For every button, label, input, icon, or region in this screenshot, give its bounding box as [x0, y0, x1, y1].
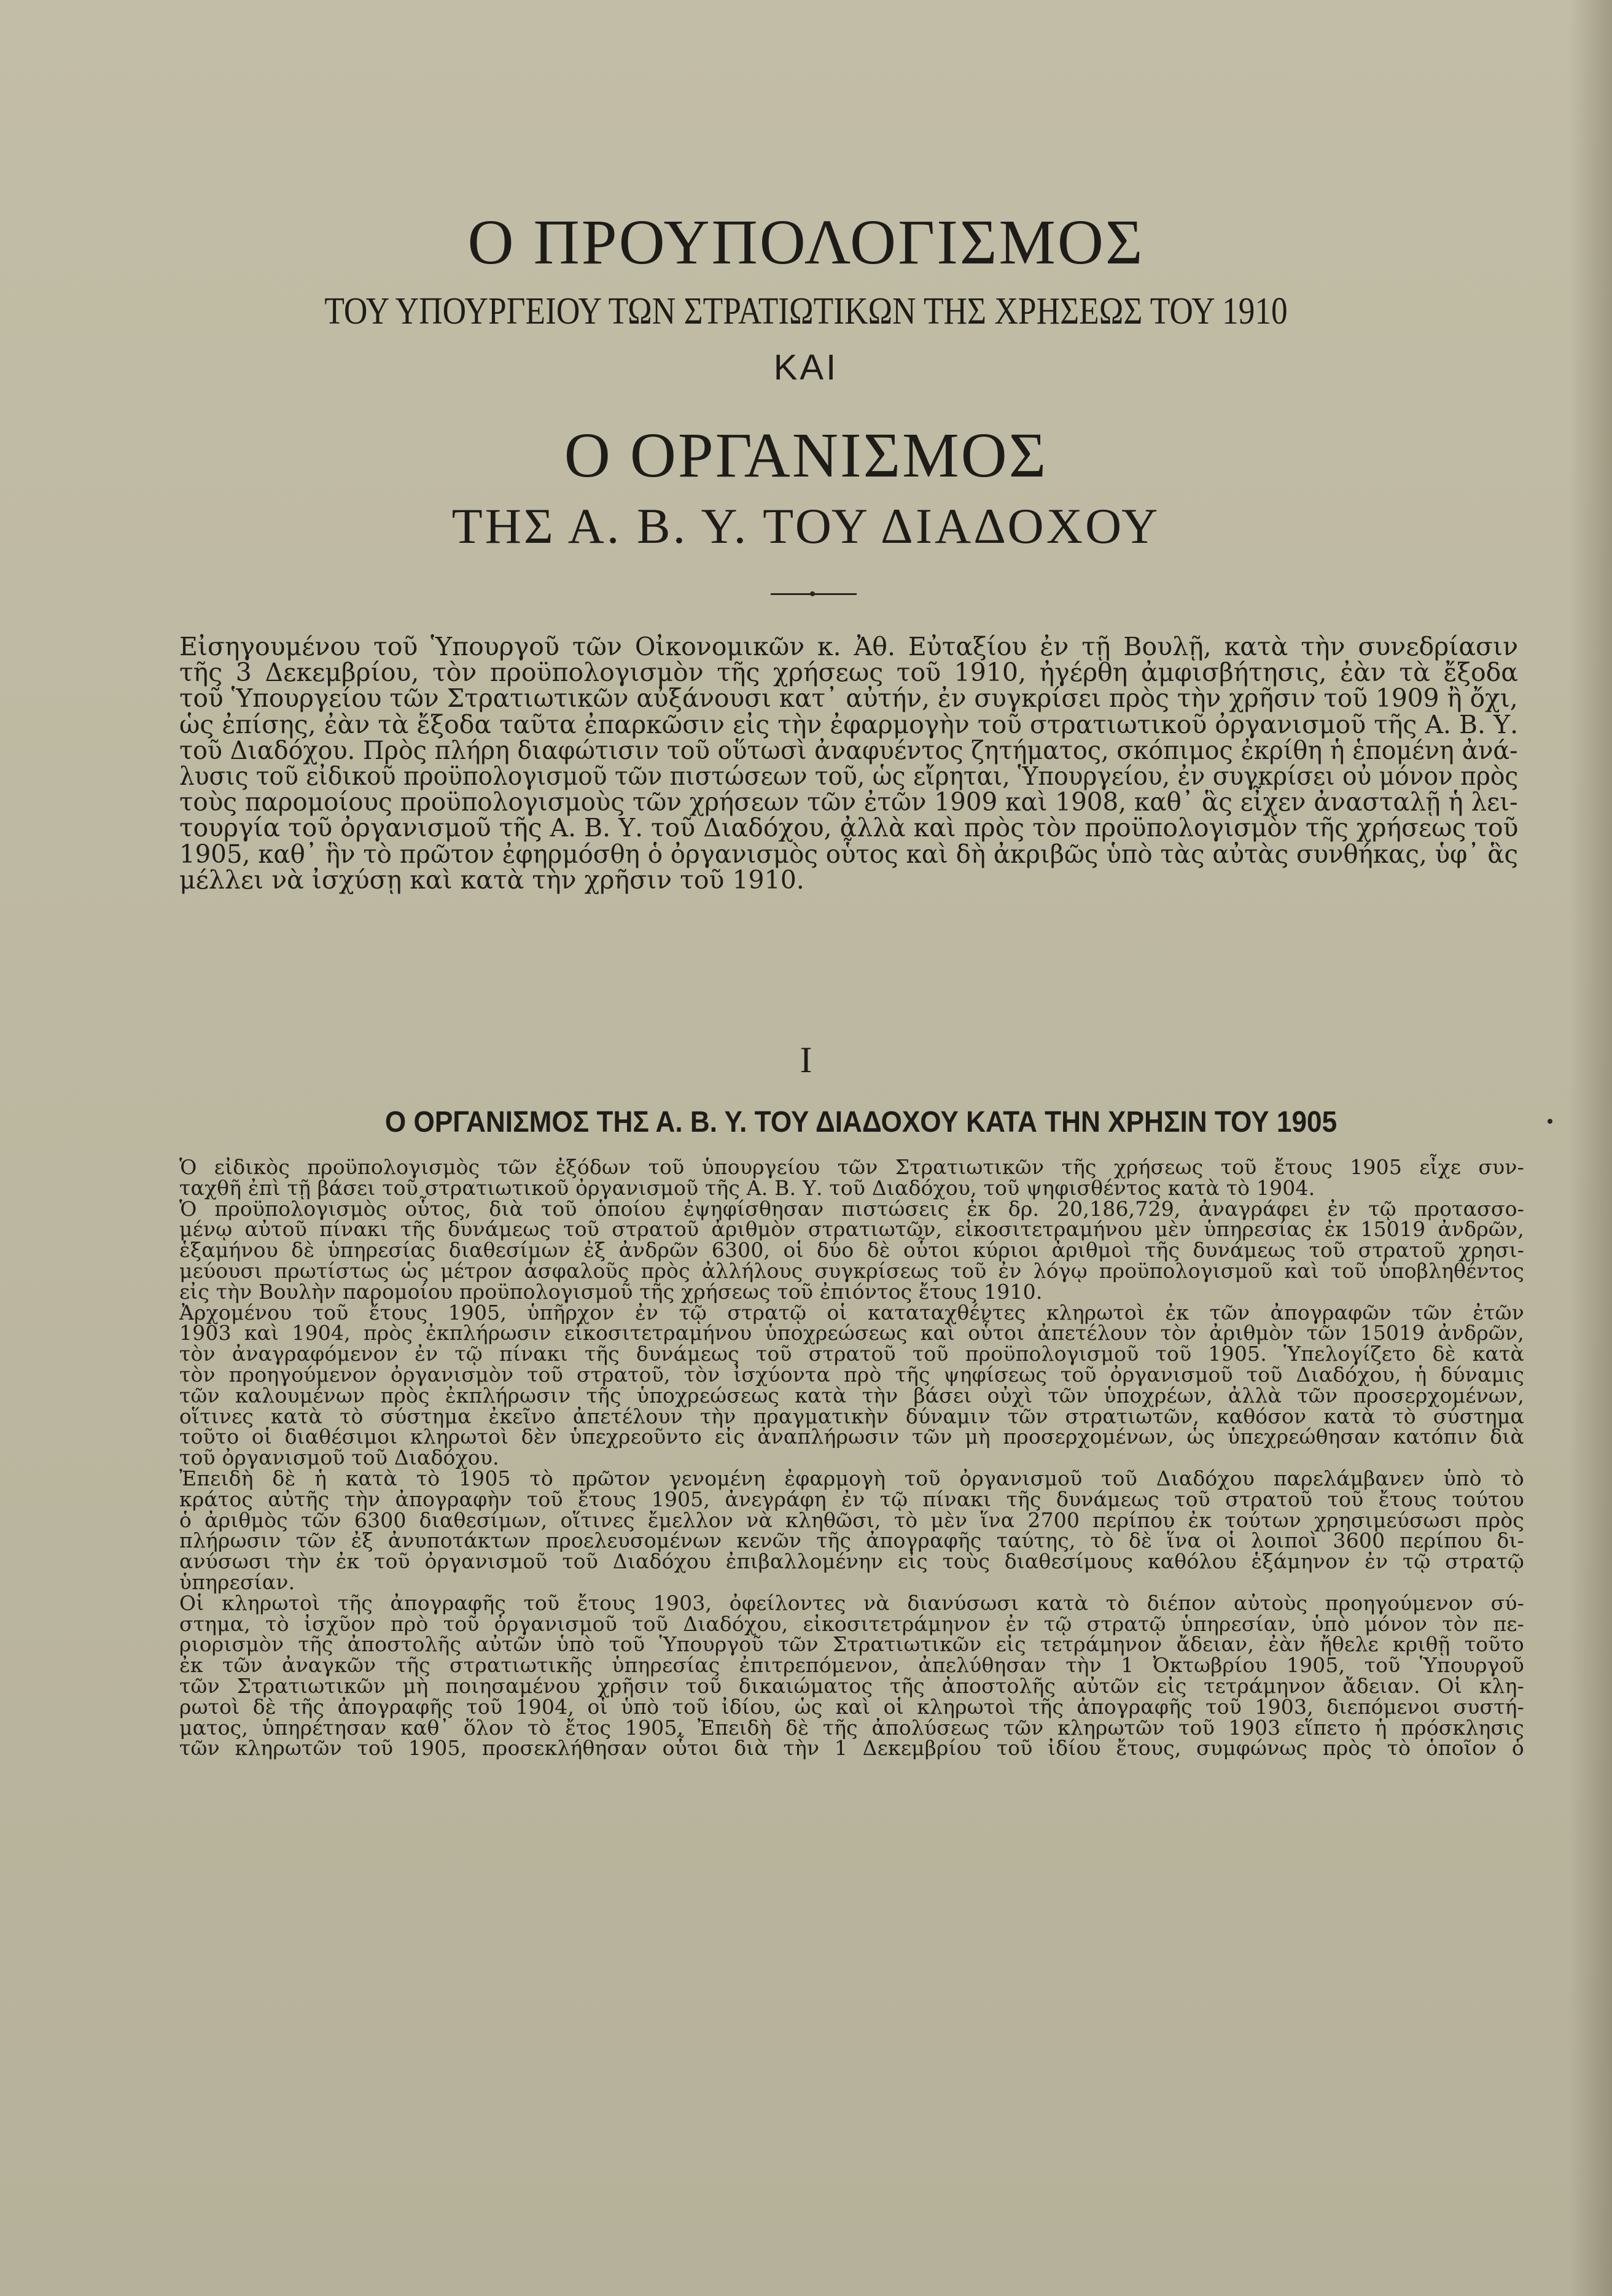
body-line: ρωτοὶ δὲ τῆς ἀπογραφῆς τοῦ 1904, οἱ ὑπὸ τοῦ ἰδίου, ὡς καὶ οἱ κληρωτοὶ τῆς ἀπογραφῆς τοῦ 1903, διεπόμενοι συστή- — [179, 1694, 1524, 1719]
intro-line: μέλλει νὰ ἰσχύσῃ καὶ κατὰ τὴν χρῆσιν τοῦ 1910. — [179, 865, 804, 895]
body-line: μεύουσι πρωτίστως ὡς μέτρον ἀσφαλοῦς πρὸς ἀλλήλους συγκρίσεως τοῦ ἐν λόγῳ προϋπολογισμοῦ καὶ τοῦ ὑποβληθέντος — [179, 1258, 1524, 1283]
body-line: τοῦ ὀργανισμοῦ τοῦ Διαδόχου. — [179, 1446, 499, 1470]
body-line: τοῦτο οἱ διαθέσιμοι κληρωτοὶ δὲν ὑπεχρεοῦντο εἰς ἀναπλήρωσιν τῶν μὴ προσερχομένων, ὡς ὑπεχρεώθησαν κατόπιν διὰ — [179, 1425, 1524, 1449]
body-line: ὑπηρεσίαν. — [179, 1570, 295, 1594]
body-line: ἑξαμήνου δὲ ὑπηρεσίας διαθεσίμων ἐξ ἀνδρῶν 6300, οἱ δύο δὲ οὗτοι κύριοι ἀριθμοὶ τῆς δυνάμεως τοῦ στρατοῦ χρησι- — [179, 1238, 1524, 1263]
margin-dot — [1548, 1119, 1552, 1124]
body-line: κράτος αὐτῆς τὴν ἀπογραφὴν τοῦ ἔτους 1905, ἀνεγράφη ἐν τῷ πίνακι τῆς δυνάμεως τοῦ στρατοῦ τοῦ ἔτους τούτου — [179, 1487, 1524, 1511]
intro-paragraph — [179, 634, 1518, 893]
ornamental-divider — [771, 593, 857, 595]
title-line-2: ΤΟΥ ΥΠΟΥΡΓΕΙΟΥ ΤΩΝ ΣΤΡΑΤΙΩΤΙΚΩΝ ΤΗΣ ΧΡΗΣΕΩΣ ΤΟΥ 1910 — [324, 290, 1288, 332]
body-line: μένῳ αὐτοῦ πίνακι τῆς δυνάμεως τοῦ στρατοῦ ἀριθμὸν στρατιωτῶν, εἰκοσιτετραμήνου μὲν ὑπηρεσίας ἐκ 15019 ἀνδρῶν, — [179, 1217, 1524, 1242]
intro-line: τοὺς παρομοίους προϋπολογισμοὺς τῶν χρήσεων τῶν ἐτῶν 1909 καὶ 1908, καθ᾽ ἃς εἶχεν ἀνασταλῇ ἡ λει- — [179, 787, 1518, 817]
body-line: οἵτινες κατὰ τὸ σύστημα ἐκεῖνο ἀπετέλουν τὴν πραγματικὴν δύναμιν τῶν στρατιωτῶν, καθόσον κατὰ τὸ σύστημα — [179, 1404, 1524, 1428]
title-line-4: Ο ΟΡΓΑΝΙΣΜΟΣ — [564, 420, 1048, 491]
body-line: ἐκ τῶν ἀναγκῶν τῆς στρατιωτικῆς ὑπηρεσίας ἐπιτρεπόμενον, ἀπελύθησαν τὴν 1 Ὀκτωβρίου 1905, τοῦ Ὑπουργοῦ — [179, 1653, 1524, 1678]
body-line: Ἐπειδὴ δὲ ἡ κατὰ τὸ 1905 τὸ πρῶτον γενομένη ἐφαρμογὴ τοῦ ὀργανισμοῦ τοῦ Διαδόχου παρελάμβανεν ὑπὸ τὸ — [179, 1466, 1524, 1490]
intro-line: λυσις τοῦ εἰδικοῦ προϋπολογισμοῦ τῶν πιστώσεων τοῦ, ὡς εἴρηται, Ὑπουργείου, ἐν συγκρίσει οὐ μόνον πρὸς — [179, 761, 1519, 791]
body-line: Ὁ προϋπολογισμὸς οὗτος, διὰ τοῦ ὁποίου ἐψηφίσθησαν πιστώσεις ἐκ δρ. 20,186,729, ἀναγράφει ἐν τῷ προτασσο- — [179, 1196, 1524, 1221]
body-line: στημα, τὸ ἰσχῦον πρὸ τοῦ ὀργανισμοῦ τοῦ Διαδόχου, εἰκοσιτετράμηνον ἐν τῷ στρατῷ ὑπηρεσίαν, ὑπὸ μόνον τὸν πε- — [179, 1611, 1524, 1636]
body-line: πλήρωσιν τῶν ἐξ ἀνυποτάκτων προελευσομένων κενῶν τῆς ἀπογραφῆς ταύτης, τὸ δὲ ἵνα οἱ λοιποὶ 3600 περίπου δι- — [179, 1528, 1524, 1553]
title-line-3: ΚΑΙ — [773, 348, 839, 387]
intro-line: ὡς ἐπίσης, ἐὰν τὰ ἔξοδα ταῦτα ἐπαρκῶσιν εἰς τὴν ἐφαρμογὴν τοῦ στρατιωτικοῦ ὀργανισμοῦ τῆς Α. Β. Υ. — [179, 709, 1519, 739]
section-number: Ι — [800, 1040, 812, 1080]
section-heading: Ο ΟΡΓΑΝΙΣΜΟΣ ΤΗΣ Α. Β. Υ. ΤΟΥ ΔΙΑΔΟΧΟΥ ΚΑΤΑ ΤΗΝ ΧΡΗΣΙΝ ΤΟΥ 1905 — [384, 1106, 1337, 1138]
intro-line: Εἰσηγουμένου τοῦ Ὑπουργοῦ τῶν Οἰκονομικῶν κ. Ἀθ. Εὐταξίου ἐν τῇ Βουλῇ, κατὰ τὴν συνεδρίασιν — [179, 632, 1518, 661]
intro-line: τουργία τοῦ ὀργανισμοῦ τῆς Α. Β. Υ. τοῦ Διαδόχου, ἀλλὰ καὶ πρὸς τὸν προϋπολογισμὸν τῆς χρήσεως τοῦ — [179, 813, 1519, 843]
body-line: Ἀρχομένου τοῦ ἔτους 1905, ὑπῆρχον ἐν τῷ στρατῷ οἱ καταταχθέντες κληρωτοὶ ἐκ τῶν ἀπογραφῶν τῶν ἐτῶν — [179, 1300, 1524, 1325]
body-line: τὸν ἀναγραφόμενον ἐν τῷ πίνακι τῆς δυνάμεως τοῦ στρατοῦ τοῦ προϋπολογισμοῦ τοῦ 1905. Ὑπελογίζετο δὲ κατὰ — [179, 1342, 1524, 1366]
intro-line: 1905, καθ᾽ ἣν τὸ πρῶτον ἐφηρμόσθη ὁ ὀργανισμὸς οὗτος καὶ δὴ ἀκριβῶς ὑπὸ τὰς αὐτὰς συνθήκας, ὑφ᾽ ἃς — [179, 839, 1519, 869]
body-line: ριορισμὸν τῆς ἀποστολῆς αὐτῶν ὑπὸ τοῦ Ὑπουργοῦ τῶν Στρατιωτικῶν εἰς τετράμηνον ἄδειαν, ἐὰν ἤθελε κριθῇ τοῦτο — [179, 1632, 1524, 1657]
body-line: τῶν καλουμένων πρὸς ἐκπλήρωσιν τῆς ὑποχρεώσεως κατὰ τὴν βάσει οὐχὶ τῶν ὑποχρέων, ἀλλὰ τῶν προσερχομένων, — [179, 1383, 1524, 1407]
body-line: τῶν κληρωτῶν τοῦ 1905, προσεκλήθησαν οὗτοι διὰ τὴν 1 Δεκεμβρίου τοῦ ἰδίου ἔτους, συμφώνως πρὸς τὸ ὁποῖον ὁ — [179, 1736, 1524, 1761]
body-line: ταχθῆ ἐπὶ τῇ βάσει τοῦ στρατιωτικοῦ ὀργανισμοῦ τῆς Α. Β. Υ. τοῦ Διαδόχου, τοῦ ψηφισθέντος κατὰ τὸ 1904. — [179, 1175, 1315, 1200]
body-line: ὁ ἀριθμὸς τῶν 6300 διαθεσίμων, οἵτινες ἔμελλον νὰ κληθῶσι, τὸ μὲν ἵνα 2700 περίπου ἐκ τούτων χρησιμεύσωσι πρὸς — [179, 1508, 1524, 1532]
body-line: ματος, ὑπηρέτησαν καθ᾽ ὅλον τὸ ἔτος 1905. Ἐπειδὴ δὲ τῆς ἀπολύσεως τῶν κληρωτῶν τοῦ 1903 εἵπετο ἡ πρόσκλησις — [179, 1715, 1524, 1740]
body-line: Οἱ κληρωτοὶ τῆς ἀπογραφῆς τοῦ ἔτους 1903, ὀφείλοντες νὰ διανύσωσι κατὰ τὸ διέπον αὐτοὺς προηγούμενον σύ- — [179, 1590, 1524, 1615]
title-line-5: ΤΗΣ Α. Β. Υ. ΤΟΥ ΔΙΑΔΟΧΟΥ — [451, 498, 1161, 554]
section-body — [179, 1157, 1524, 1759]
body-line: ανύσωσι τὴν ἐκ τοῦ ὀργανισμοῦ τοῦ Διαδόχου ἐπιβαλλομένην εἰς τοὺς διαθεσίμους καθόλου ἑξάμηνον ἐν τῷ στρατῷ — [179, 1549, 1524, 1574]
body-line: εἰς τὴν Βουλὴν παρομοίου προϋπολογισμοῦ τῆς χρήσεως τοῦ ἐπιόντος ἔτους 1910. — [179, 1279, 1043, 1304]
body-line: Ὁ εἰδικὸς προϋπολογισμὸς τῶν ἐξόδων τοῦ ὑπουργείου τῶν Στρατιωτικῶν τῆς χρήσεως τοῦ ἔτους 1905 εἶχε συν- — [179, 1155, 1524, 1179]
intro-line: τῆς 3 Δεκεμβρίου, τὸν προϋπολογισμὸν τῆς χρήσεως τοῦ 1910, ἠγέρθη ἀμφισβήτησις, ἐὰν τὰ ἔξοδα — [179, 658, 1518, 688]
intro-line: τοῦ Ὑπουργείου τῶν Στρατιωτικῶν αὐξάνουσι κατ᾽ αὐτήν, ἐν συγκρίσει πρὸς τὴν χρῆσιν τοῦ 1909 ἢ ὄχι, — [179, 683, 1518, 714]
body-line: 1903 καὶ 1904, πρὸς ἐκπλήρωσιν εἰκοσιτετραμήνου ὑποχρεώσεως καὶ οὗτοι ἀπετέλουν τὸν ἀριθμὸν τῶν 15019 ἀνδρῶν, — [179, 1321, 1524, 1345]
body-line: τὸν προηγούμενον ὀργανισμὸν τοῦ στρατοῦ, τὸν ἰσχύοντα πρὸ τῆς ψηφίσεως τοῦ ὀργανισμοῦ τοῦ Διαδόχου, ἡ δύναμις — [179, 1362, 1524, 1387]
intro-line: τοῦ Διαδόχου. Πρὸς πλήρη διαφώτισιν τοῦ οὕτωσὶ ἀναφυέντος ζητήματος, σκόπιμος ἐκρίθη ἡ ἑπομένη ἀνά- — [179, 735, 1518, 765]
body-line: τῶν Στρατιωτικῶν μὴ ποιησαμένου χρῆσιν τοῦ δικαιώματος τῆς ἀποστολῆς αὐτῶν εἰς τετράμηνον ἄδειαν. Οἱ κλη- — [179, 1673, 1524, 1698]
title-line-1: Ο ΠΡΟΥΠΟΛΟΓΙΣΜΟΣ — [467, 207, 1145, 278]
